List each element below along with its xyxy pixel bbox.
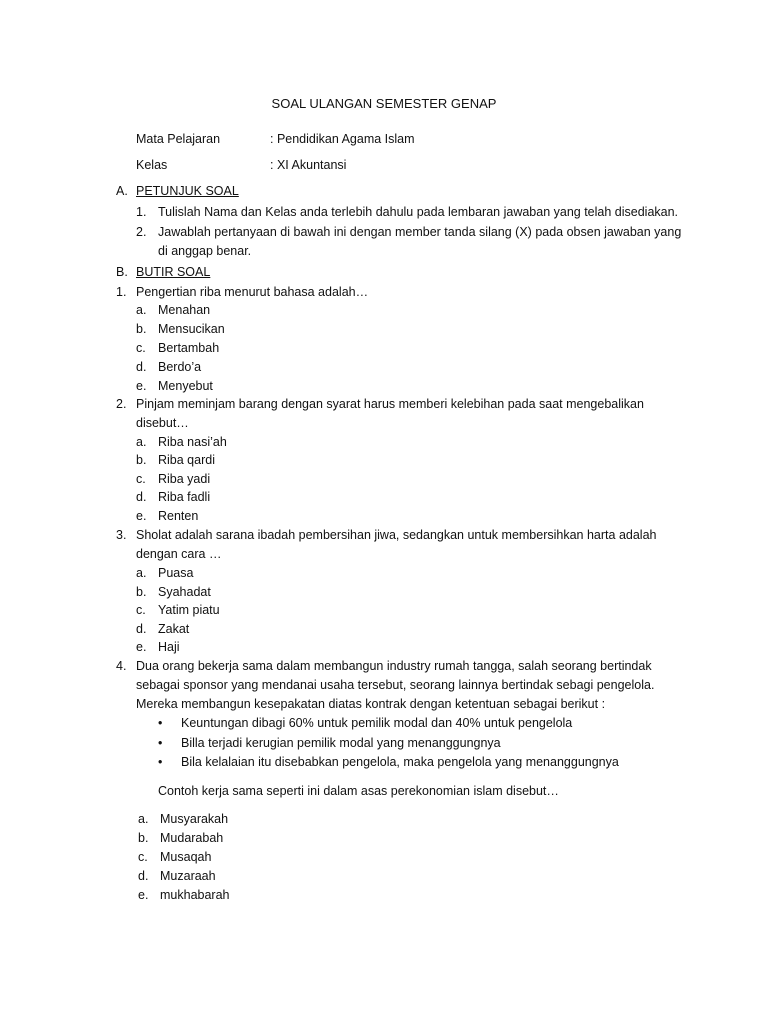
option-letter: d. xyxy=(136,622,147,636)
question-number: 1. xyxy=(116,285,127,299)
option-letter: c. xyxy=(136,603,146,617)
question-closing: Contoh kerja sama seperti ini dalam asas perekonomian islam disebut… xyxy=(158,784,559,798)
question-text: dengan cara … xyxy=(136,547,222,561)
bullet-icon: • xyxy=(158,755,163,769)
option-letter: a. xyxy=(136,566,147,580)
option-text: Riba fadli xyxy=(158,490,211,504)
option-letter: e. xyxy=(138,888,149,902)
option-text: Riba qardi xyxy=(158,453,215,467)
option-letter: b. xyxy=(136,322,147,336)
option-text: Mudarabah xyxy=(160,831,224,845)
class-value: : XI Akuntansi xyxy=(270,158,347,172)
option-letter: b. xyxy=(136,585,147,599)
option-text: Musaqah xyxy=(160,850,212,864)
option-letter: d. xyxy=(136,490,147,504)
page-title: SOAL ULANGAN SEMESTER GENAP xyxy=(271,96,497,111)
option-text: Haji xyxy=(158,640,180,654)
question-text: sebagai sponsor yang mendanai usaha tersebut, seorang lainnya bertindak sebagi pengelola. xyxy=(136,678,655,692)
option-letter: d. xyxy=(138,869,149,883)
instruction-line: di anggap benar. xyxy=(158,244,252,258)
option-letter: c. xyxy=(138,850,148,864)
bullet-text: Bila kelalaian itu disebabkan pengelola, maka pengelola yang menanggungnya xyxy=(181,755,619,769)
subject-value: : Pendidikan Agama Islam xyxy=(270,132,415,146)
bullet-text: Keuntungan dibagi 60% untuk pemilik modal dan 40% untuk pengelola xyxy=(181,716,573,730)
class-label: Kelas xyxy=(136,158,168,172)
option-text: Muzaraah xyxy=(160,869,216,883)
option-letter: a. xyxy=(136,303,147,317)
option-letter: c. xyxy=(136,472,146,486)
option-letter: a. xyxy=(136,435,147,449)
option-text: Menyebut xyxy=(158,379,213,393)
question-number: 4. xyxy=(116,659,127,673)
option-text: Renten xyxy=(158,509,199,523)
section-a-marker: A. xyxy=(116,184,128,198)
question-text: Sholat adalah sarana ibadah pembersihan jiwa, sedangkan untuk membersihkan harta adalah xyxy=(136,528,657,542)
instruction-line: Tulislah Nama dan Kelas anda terlebih dahulu pada lembaran jawaban yang telah disediakan. xyxy=(158,205,679,219)
bullet-text: Billa terjadi kerugian pemilik modal yang menanggungnya xyxy=(181,736,501,750)
option-letter: b. xyxy=(136,453,147,467)
subject-label: Mata Pelajaran xyxy=(136,132,221,146)
option-text: Bertambah xyxy=(158,341,220,355)
option-letter: e. xyxy=(136,379,147,393)
option-letter: c. xyxy=(136,341,146,355)
question-text: Dua orang bekerja sama dalam membangun industry rumah tangga, salah seorang bertindak xyxy=(136,659,652,673)
question-number: 2. xyxy=(116,397,127,411)
question-text: Pinjam meminjam barang dengan syarat harus memberi kelebihan pada saat mengebalikan xyxy=(136,397,644,411)
instruction-line: Jawablah pertanyaan di bawah ini dengan member tanda silang (X) pada obsen jawaban yang xyxy=(158,225,682,239)
instruction-number: 2. xyxy=(136,225,147,239)
option-letter: b. xyxy=(138,831,149,845)
option-text: Mensucikan xyxy=(158,322,225,336)
option-text: Menahan xyxy=(158,303,211,317)
section-b-marker: B. xyxy=(116,265,128,279)
option-text: Musyarakah xyxy=(160,812,229,826)
option-letter: a. xyxy=(138,812,149,826)
option-text: Riba nasi’ah xyxy=(158,435,227,449)
option-text: mukhabarah xyxy=(160,888,230,902)
bullet-icon: • xyxy=(158,716,163,730)
question-text: disebut… xyxy=(136,416,189,430)
question-text: Pengertian riba menurut bahasa adalah… xyxy=(136,285,369,299)
option-text: Puasa xyxy=(158,566,194,580)
option-text: Syahadat xyxy=(158,585,211,599)
option-letter: e. xyxy=(136,640,147,654)
option-text: Zakat xyxy=(158,622,190,636)
question-text: Mereka membangun kesepakatan diatas kontrak dengan ketentuan sebagai berikut : xyxy=(136,697,606,711)
option-letter: e. xyxy=(136,509,147,523)
option-text: Yatim piatu xyxy=(158,603,220,617)
bullet-icon: • xyxy=(158,736,163,750)
option-text: Berdo’a xyxy=(158,360,202,374)
option-text: Riba yadi xyxy=(158,472,211,486)
question-number: 3. xyxy=(116,528,127,542)
section-b-heading: BUTIR SOAL xyxy=(136,265,211,279)
section-a-heading: PETUNJUK SOAL xyxy=(136,184,239,198)
instruction-number: 1. xyxy=(136,205,147,219)
option-letter: d. xyxy=(136,360,147,374)
